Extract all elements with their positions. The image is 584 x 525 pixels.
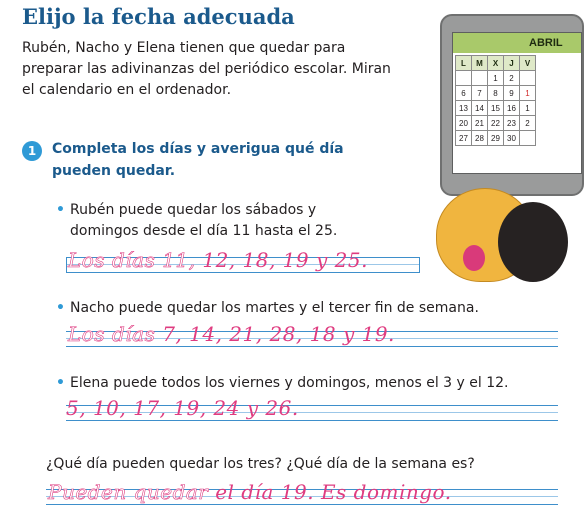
calendar-day: 15 xyxy=(488,101,504,116)
answer-ruben[interactable] xyxy=(68,248,368,272)
calendar-day: 30 xyxy=(504,131,520,146)
calendar-day: 20 xyxy=(456,116,472,131)
child-dark-hair-illustration xyxy=(498,202,568,282)
computer-monitor-illustration xyxy=(440,14,584,196)
calendar-day: 22 xyxy=(488,116,504,131)
calendar-day: 1 xyxy=(520,86,536,101)
bullet-icon: • xyxy=(56,202,65,218)
calendar-day: 21 xyxy=(472,116,488,131)
item-ruben xyxy=(56,200,366,242)
exercise-instruction: Completa los días y averigua qué día pueden quedar. xyxy=(52,141,344,179)
weekday-header: M xyxy=(472,56,488,71)
calendar-day: 7 xyxy=(472,86,488,101)
exercise-number-badge: 1 xyxy=(22,141,42,161)
answer-nacho-trace: Los días xyxy=(68,322,156,346)
weekday-header: J xyxy=(504,56,520,71)
calendar-day: 14 xyxy=(472,101,488,116)
calendar-day: 23 xyxy=(504,116,520,131)
final-answer-fill: el día 19. Es domingo. xyxy=(208,480,452,504)
calendar-day: 1 xyxy=(520,101,536,116)
calendar-screen xyxy=(452,32,582,174)
calendar-day: 16 xyxy=(504,101,520,116)
calendar-day xyxy=(472,71,488,86)
calendar-day: 8 xyxy=(488,86,504,101)
page-title: Elijo la fecha adecuada xyxy=(22,4,295,29)
calendar-day: 27 xyxy=(456,131,472,146)
hair-bow-icon xyxy=(463,245,485,271)
answer-nacho[interactable] xyxy=(68,322,395,346)
item-text: Rubén puede quedar los sábados y domingos desde el día 11 hasta el 25. xyxy=(70,202,338,239)
intro-text: Rubén, Nacho y Elena tienen que quedar para preparar las adivinanzas del periódico escolar. Miran el calendario en el ordenador. xyxy=(22,40,391,98)
calendar-day: 9 xyxy=(504,86,520,101)
calendar-day: 13 xyxy=(456,101,472,116)
calendar-table xyxy=(455,55,536,146)
weekday-header: X xyxy=(488,56,504,71)
item-nacho xyxy=(56,298,536,319)
calendar-month: ABRIL xyxy=(453,33,581,53)
calendar-day xyxy=(520,131,536,146)
bullet-icon: • xyxy=(56,300,65,316)
weekday-header: V xyxy=(520,56,536,71)
item-text: Elena puede todos los viernes y domingos, menos el 3 y el 12. xyxy=(70,375,509,391)
final-answer[interactable] xyxy=(48,480,452,504)
calendar-day: 1 xyxy=(488,71,504,86)
answer-elena[interactable] xyxy=(66,396,299,420)
answer-elena-fill: 5, 10, 17, 19, 24 y 26. xyxy=(66,396,299,420)
answer-ruben-fill: 12, 18, 19 y 25. xyxy=(195,248,368,272)
item-elena xyxy=(56,373,551,394)
calendar-day: 2 xyxy=(504,71,520,86)
answer-ruben-trace: Los días 11, xyxy=(68,248,196,272)
final-answer-trace: Pueden quedar xyxy=(48,480,209,504)
item-text: Nacho puede quedar los martes y el tercer fin de semana. xyxy=(70,300,479,316)
calendar-day: 2 xyxy=(520,116,536,131)
calendar-day xyxy=(520,71,536,86)
calendar-day: 6 xyxy=(456,86,472,101)
answer-nacho-fill: 7, 14, 21, 28, 18 y 19. xyxy=(155,322,395,346)
calendar-day xyxy=(456,71,472,86)
weekday-header: L xyxy=(456,56,472,71)
question-text: ¿Qué día pueden quedar los tres? ¿Qué día de la semana es? xyxy=(46,456,475,472)
bullet-icon: • xyxy=(56,375,65,391)
calendar-day: 28 xyxy=(472,131,488,146)
calendar-day: 29 xyxy=(488,131,504,146)
